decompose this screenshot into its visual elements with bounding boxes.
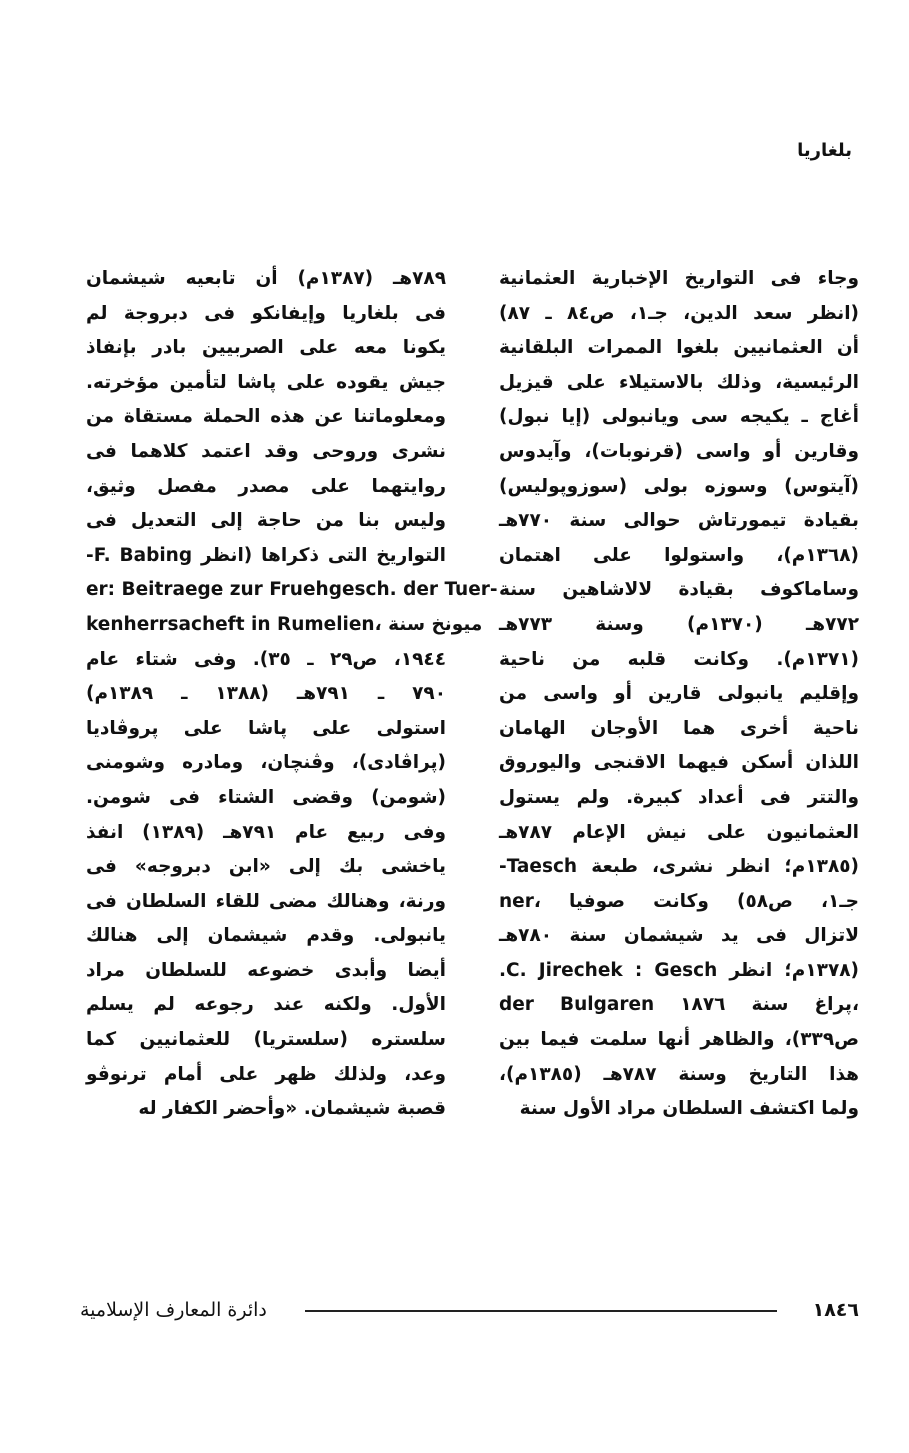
text-line: ص٣٣٩)، والظاهر أنها سلمت فيما بين [499,1029,859,1051]
text-line: العثمانيون على نيش الإعام ٧٨٧هـ [499,821,859,843]
text-line: استولى على پاشا على پروڤاديا [86,717,446,739]
text-line: وإقليم يانبولى قارين أو واسى من [499,683,859,705]
text-line: قصبة شيشمان. «وأحضر الكفار له [138,1098,446,1120]
page-footer [80,1296,859,1324]
text-line: الرئيسية، وذلك بالاستيلاء على قيزيل [499,371,859,393]
text-line: der Bulgaren پراغ سنة ١٨٧٦، [499,994,859,1016]
text-line: وقارين أو واسى (قرنوبات)، وآيدوس [499,440,859,462]
text-line: (١٣٧٨م؛ انظر C. Jirechek : Gesch. [499,959,859,981]
text-line: الأول. ولكنه عند رجوعه لم يسلم [86,994,446,1016]
text-line: (١٣٦٨م)، واستولوا على اهتمان [499,544,859,566]
text-line: وساماكوف بقيادة لالاشاهين سنة [499,579,859,601]
text-line: ٧٨٩هـ (١٣٨٧م) أن تابعيه شيشمان [86,268,446,289]
text-line: ومعلوماتنا عن هذه الحملة مستقاة من [86,406,446,428]
text-line: (انظر سعد الدين، جـ١، ص٨٤ ـ ٨٧) [499,302,860,324]
text-line: بقيادة تيمورتاش حوالى سنة ٧٧٠هـ [499,510,859,532]
footer-divider [305,1310,777,1312]
text-line: سلستره (سلستريا) للعثمانيين كما [86,1029,446,1051]
text-line: (١٣٨٥م؛ انظر نشرى، طبعة Taesch- [499,856,859,878]
text-column-right [499,262,859,1127]
text-line: التواريخ التى ذكراها (انظر F. Babing- [86,544,446,566]
running-header: بلغاريا [797,140,852,161]
publication-title: دائرة المعارف الإسلامية [80,1299,267,1321]
text-line: وجاء فى التواريخ الإخبارية العثمانية [499,268,859,289]
text-line: أيضا وأبدى خضوعه للسلطان مراد [86,959,446,981]
text-line: لاتزال فى يد شيشمان سنة ٧٨٠هـ [499,925,859,947]
text-line: ناحية أخرى هما الأوجان الهامان [499,717,859,739]
text-line: ياخشى بك إلى «ابن دبروجه» فى [86,856,446,878]
text-line: ner، جـ١، ص٥٨) وكانت صوفيا [499,890,859,912]
text-line: نشرى وروحى وقد اعتمد كلاهما فى [86,440,446,462]
text-line: هذا التاريخ وسنة ٧٨٧هـ (١٣٨٥م)، [499,1063,859,1085]
text-line: kenherrsacheft in Rumelien، ميونخ سنة [86,613,483,635]
text-line: وفى ربيع عام ٧٩١هـ (١٣٨٩) انفذ [86,821,447,843]
text-line: ورنة، وهنالك مضى للقاء السلطان فى [86,890,446,912]
text-line: يانبولى. وقدم شيشمان إلى هنالك [86,925,446,947]
text-line: وليس بنا من حاجة إلى التعديل فى [86,510,446,532]
text-line: ولما اكتشف السلطان مراد الأول سنة [519,1098,859,1120]
text-column-left [86,262,498,1127]
page-number: ١٨٤٦ [812,1299,859,1321]
text-line: أن العثمانيين بلغوا الممرات البلقانية [499,337,859,359]
text-line: (آيتوس) وسوزه بولى (سوزوپوليس) [499,475,859,497]
text-line: فى بلغاريا وإيفانكو فى دبروجة لم [86,302,446,324]
text-line: روايتهما على مصدر مفصل وثيق، [86,475,446,497]
text-line: (١٣٧١م). وكانت قلبه من ناحية [499,648,859,670]
text-line: ١٩٤٤، ص٢٩ ـ ٣٥). وفى شتاء عام [86,648,446,670]
text-line: جيش يقوده على پاشا لتأمين مؤخرته. [86,371,446,393]
text-line: اللذان أسكن فيهما الاقنجى واليوروق [499,752,859,774]
text-line: أغاج ـ يكيجه سى ويانبولى (إيا نبول) [499,406,859,428]
text-line: (شومن) وقضى الشتاء فى شومن. [86,786,446,808]
text-line: ٧٧٢هـ (١٣٧٠م) وسنة ٧٧٣هـ [499,613,860,635]
text-line: (پراڤادى)، وڤنچان، ومادره وشومنى [86,752,446,774]
text-line: يكونا معه على الصربيين بادر بإنفاذ [86,337,446,359]
text-line: والتتر فى أعداد كبيرة. ولم يستول [499,786,859,808]
text-line: er: Beitraege zur Fruehgesch. der Tuer- [86,579,498,601]
text-line: وعد، ولذلك ظهر على أمام ترنوڤو [86,1063,446,1085]
text-line: ٧٩٠ ـ ٧٩١هـ (١٣٨٨ ـ ١٣٨٩م) [86,683,446,705]
